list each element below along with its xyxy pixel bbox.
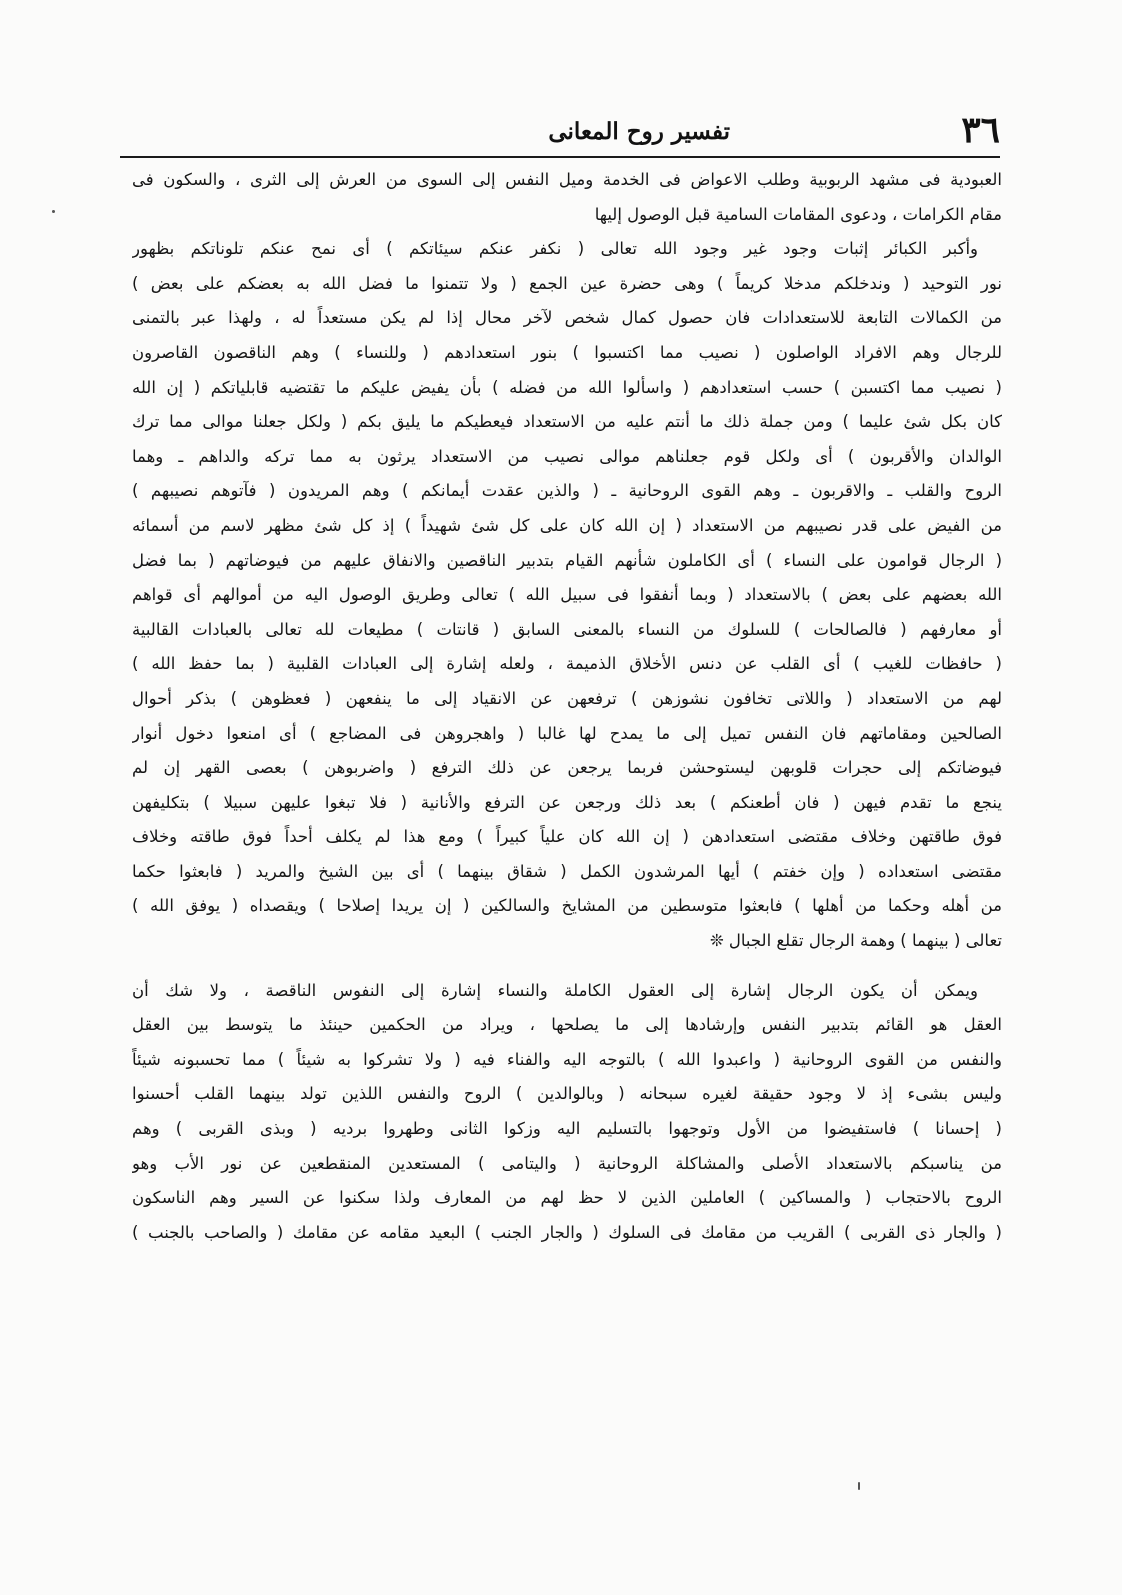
text-line: الروح بالاحتجاب ( والمساكين ) العاملين الذين لا حظ لهم من المعارف ولذا سكنوا عن السير وهم الناسكون [132,1188,1002,1208]
text-line: تعالى ( بينهما ) وهمة الرجال تقلع الجبال ❊ [709,931,1002,951]
scan-speck [52,210,55,213]
text-line: من الفيض على قدر نصيبهم من الاستعداد ( إن الله كان على كل شئ شهيداً ) إذ كل شئ مظهر لاسم من أسمائه [132,515,1002,535]
text-line: من يناسبكم بالاستعداد الأصلى والمشاكلة الروحانية ( واليتامى ) المستعدين المنقطعين عن نور الأب وهو [132,1153,1002,1173]
body-text [132,163,1002,1250]
text-line: أو معارفهم ( فالصالحات ) للسلوك من النساء بالمعنى السابق ( قانتات ) مطيعات لله تعالى بالعبادات القالبية [132,619,1002,639]
text-line: فوق طاقتهن وخلاف مقتضى استعدادهن ( إن الله كان علياً كبيراً ) ومع هذا لم يكلف أحداً فوق طاقته وخلاف [132,827,1002,847]
scan-speck [858,1482,860,1490]
text-line: ويمكن أن يكون الرجال إشارة إلى العقول الكاملة والنساء إشارة إلى النفوس الناقصة ، ولا شك أن [132,980,978,1000]
text-line: العبودية فى مشهد الربوبية وطلب الاعواض فى الخدمة وميل النفس إلى السوى من العرش إلى الثرى ، والسكون فى [132,170,1002,189]
text-line: والنفس من القوى الروحانية ( واعبدوا الله ) بالتوجه اليه والفناء فيه ( ولا تشركوا به شيئاً ) مما تحسبونه شيئاً [132,1049,1002,1069]
text-line: فيوضاتكم إلى حجرات قلوبهن ليستوحشن فربما يرجعن عن ذلك الترفع ( واضربوهن ) بعصى القهر إن لم [132,758,1002,778]
paragraph-3 [132,974,1002,1251]
text-line: الوالدان والأقربون ) أى ولكل قوم جعلناهم موالى نصيب من الاستعداد يرثون به مما تركه والداهم ـ وهما [132,446,1002,466]
text-line: للرجال وهم الافراد الواصلون ( نصيب مما اكتسبوا ) بنور استعدادهم ( وللنساء ) وهم الناقصون القاصرون [132,342,1002,362]
text-line: الله بعضهم على بعض ) بالاستعداد ( وبما أنفقوا فى سبيل الله ) تعالى وطريق الوصول اليه من أموالهم أى قواهم [132,585,1002,605]
paragraph-1 [132,163,1002,232]
text-line: لهم من الاستعداد ( واللاتى تخافون نشوزهن ) ترفعهن عن الانقياد إلى ما ينفعهن ( فعظوهن ) بذكر أحوال [132,688,1002,708]
text-line: من الكمالات التابعة للاستعدادات فان حصول كمال شخص لآخر محال إذا لم يكن مستعداً له ، ولهذا عبر بالتمنى [132,308,1002,328]
text-line: مقام الكرامات ، ودعوى المقامات السامية قبل الوصول إليها [594,204,1002,224]
text-line: كان بكل شئ عليما ) ومن جملة ذلك ما أنتم عليه من الاستعداد فيعطيكم ما يليق بكم ( ولكل جعلنا موالى مما ترك [132,412,1002,432]
text-line: وليس بشىء إذ لا وجود حقيقة لغيره سبحانه ( وبالوالدين ) الروح والنفس اللذين تولد بينهما القلب أحسنوا [132,1084,1002,1104]
header-rule [120,156,1000,158]
text-line: نور التوحيد ( وندخلكم مدخلا كريماً ) وهى حضرة عين الجمع ( ولا تتمنوا ما فضل الله به بعضكم على بعض ) [132,273,1002,293]
text-line: ينجع ما تقدم فيهن ( فان أطعنكم ) بعد ذلك ورجعن عن الترفع والأنانية ( فلا تبغوا عليهن سبيلا ) بتكليفهن [132,792,1002,812]
page-header [120,108,1000,158]
text-line: العقل هو القائم بتدبير النفس وإرشادها إلى ما يصلحها ، ويراد من الحكمين حينئذ ما يتوسط بين العقل [132,1015,1002,1035]
text-line: من أهله وحكما من أهلها ) فابعثوا متوسطين من المشايخ والسالكين ( إن يريدا إصلاحا ) ويقصداه ( يوفق الله ) [132,896,1002,916]
text-line: الصالحين ومقاماتهم فان النفس تميل إلى ما يمدح لها غالبا ( واهجروهن فى المضاجع ) أى امنعوا دخول أنوار [132,723,1002,743]
page-number: ٣٦ [961,109,1000,151]
text-line: ( والجار ذى القربى ) القريب من مقامك فى السلوك ( والجار الجنب ) البعيد مقامه عن مقامك ( والصاحب بالجنب ) [132,1222,1002,1242]
text-line: الروح والقلب ـ والاقربون ـ وهم القوى الروحانية ـ ( والذين عقدت أيمانكم ) وهم المريدون ( فآتوهم نصيبهم ) [132,481,1002,501]
text-line: ( الرجال قوامون على النساء ) أى الكاملون شأنهم القيام بتدبير الناقصين والانفاق عليهم من فيوضاتهم ( بما فضل [132,550,1002,570]
paragraph-gap [132,959,1002,974]
text-line: ( حافظات للغيب ) أى القلب عن دنس الأخلاق الذميمة ، ولعله إشارة إلى العبادات القلبية ( بما حفظ الله ) [132,654,1002,674]
text-line: مقتضى استعداده ( وإن خفتم ) أيها المرشدون الكمل ( شقاق بينهما ) أى بين الشيخ والمريد ( فابعثوا حكما [132,861,1002,881]
text-line: ( إحسانا ) فاستفيضوا من الأول وتوجهوا بالتسليم اليه وزكوا الثانى وطهروا برديه ( وبذى القربى ) وهم [132,1119,1002,1139]
running-title: تفسير روح المعانى [548,118,730,145]
paragraph-2 [132,232,1002,958]
text-line: وأكبر الكبائر إثبات وجود غير وجود الله تعالى ( نكفر عنكم سيئاتكم ) أى نمح عنكم تلوناتكم بظهور [132,239,978,259]
text-line: ( نصيب مما اكتسبن ) حسب استعدادهم ( واسألوا الله من فضله ) بأن يفيض عليكم ما تقتضيه قابلياتكم ( إن الله [132,377,1002,397]
